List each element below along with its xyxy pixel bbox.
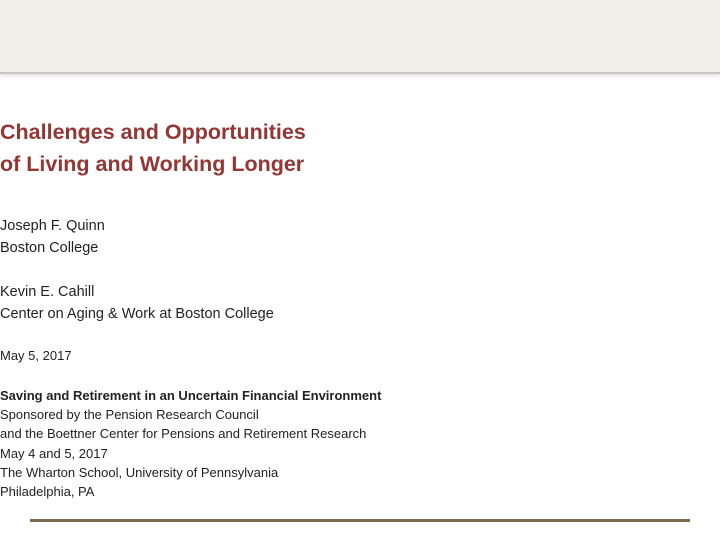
slide-title xyxy=(0,116,720,180)
author-name: Kevin E. Cahill xyxy=(0,284,95,300)
conference-info xyxy=(0,386,720,501)
conference-location: Philadelphia, PA xyxy=(0,484,95,500)
header-band xyxy=(0,0,720,74)
sponsor-line-1: Sponsored by the Pension Research Council xyxy=(0,407,259,423)
footer-rule xyxy=(30,519,690,522)
presentation-date: May 5, 2017 xyxy=(0,348,72,363)
title-line-2: of Living and Working Longer xyxy=(0,152,305,176)
sponsor-line-2: and the Boettner Center for Pensions and Retirement Research xyxy=(0,426,367,442)
conference-title: Saving and Retirement in an Uncertain Financial Environment xyxy=(0,388,382,403)
title-line-1: Challenges and Opportunities xyxy=(0,120,306,144)
author-block-1 xyxy=(0,215,720,259)
author-name: Joseph F. Quinn xyxy=(0,218,105,234)
author-block-2 xyxy=(0,281,720,325)
author-affiliation: Center on Aging & Work at Boston College xyxy=(0,306,274,322)
conference-dates: May 4 and 5, 2017 xyxy=(0,445,108,461)
conference-venue: The Wharton School, University of Pennsylvania xyxy=(0,464,279,480)
author-affiliation: Boston College xyxy=(0,240,99,256)
